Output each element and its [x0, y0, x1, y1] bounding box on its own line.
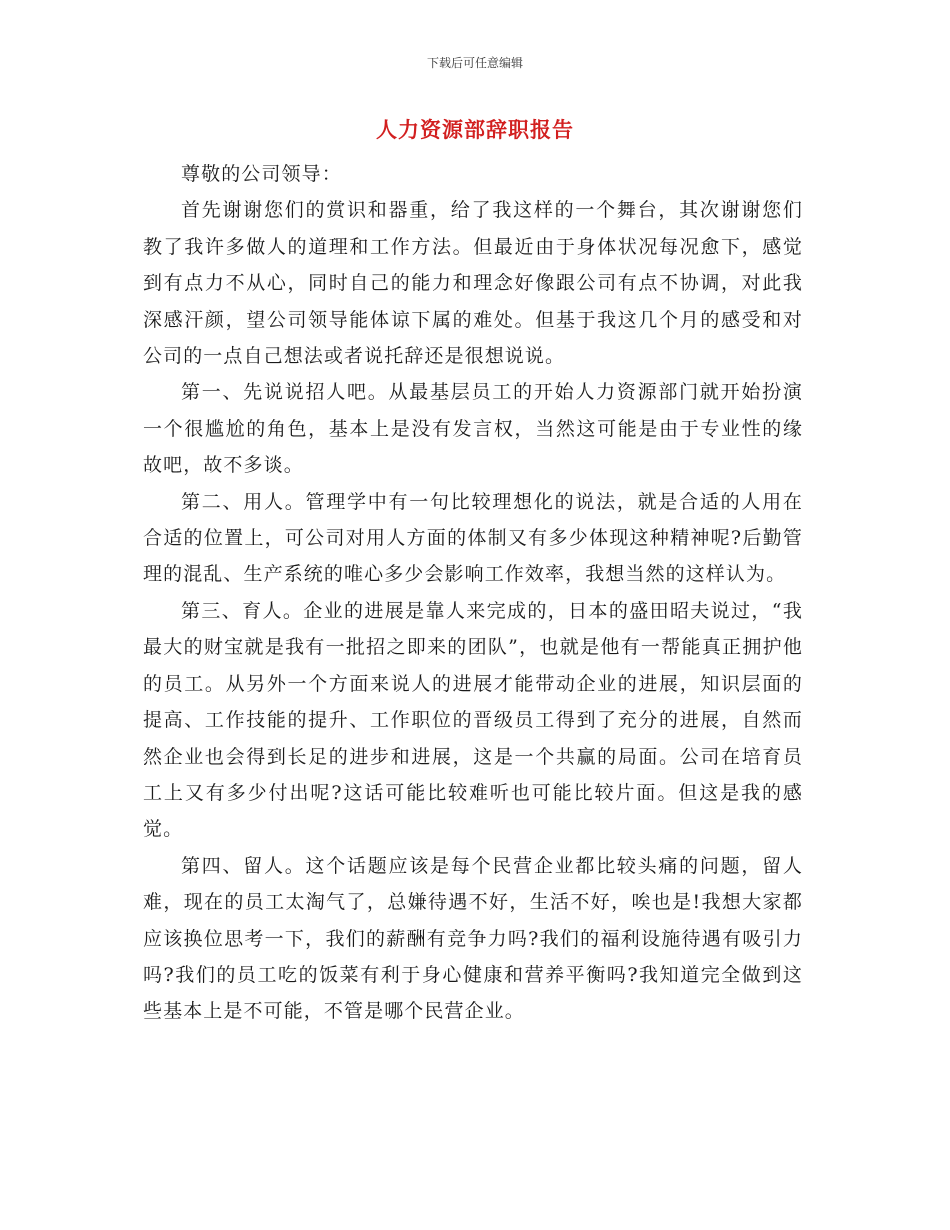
document-body	[143, 156, 803, 1030]
document-title: 人力资源部辞职报告	[376, 118, 574, 142]
paragraph-training: 第三、育人。企业的进展是靠人来完成的，日本的盛田昭夫说过，“我最大的财宝就是我有一批招之即来的团队”，也就是他有一帮能真正拥护他的员工。从另外一个方面来说人的进展才能带动企业的进展，知识层面的提高、工作技能的提升、工作职位的晋级员工得到了充分的进展，自然而然企业也会得到长足的进步和进展，这是一个共赢的局面。公司在培育员工上又有多少付出呢?这话可能比较难听也可能比较片面。但这是我的感觉。	[143, 599, 803, 841]
paragraph-retention: 第四、留人。这个话题应该是每个民营企业都比较头痛的问题，留人难，现在的员工太淘气了，总嫌待遇不好，生活不好，唉也是!我想大家都应该换位思考一下，我们的薪酬有竞争力吗?我们的福利设施待遇有吸引力吗?我们的员工吃的饭菜有利于身心健康和营养平衡吗?我知道完全做到这些基本上是不可能，不管是哪个民营企业。	[143, 854, 803, 1023]
paragraph-employing: 第二、用人。管理学中有一句比较理想化的说法，就是合适的人用在合适的位置上，可公司对用人方面的体制又有多少体现这种精神呢?后勤管理的混乱、生产系统的唯心多少会影响工作效率，我想当然的这样认为。	[143, 490, 803, 586]
paragraph-intro: 首先谢谢您们的赏识和器重，给了我这样的一个舞台，其次谢谢您们教了我许多做人的道理和工作方法。但最近由于身体状况每况愈下，感觉到有点力不从心，同时自己的能力和理念好像跟公司有点不协调，对此我深感汗颜，望公司领导能体谅下属的难处。但基于我这几个月的感受和对公司的一点自己想法或者说托辞还是很想说说。	[143, 199, 803, 368]
salutation: 尊敬的公司领导：	[181, 163, 342, 185]
paragraph-recruiting: 第一、先说说招人吧。从最基层员工的开始人力资源部门就开始扮演一个很尴尬的角色，基本上是没有发言权，当然这可能是由于专业性的缘故吧，故不多谈。	[143, 381, 803, 477]
page-header: 下载后可任意编辑	[426, 56, 523, 70]
